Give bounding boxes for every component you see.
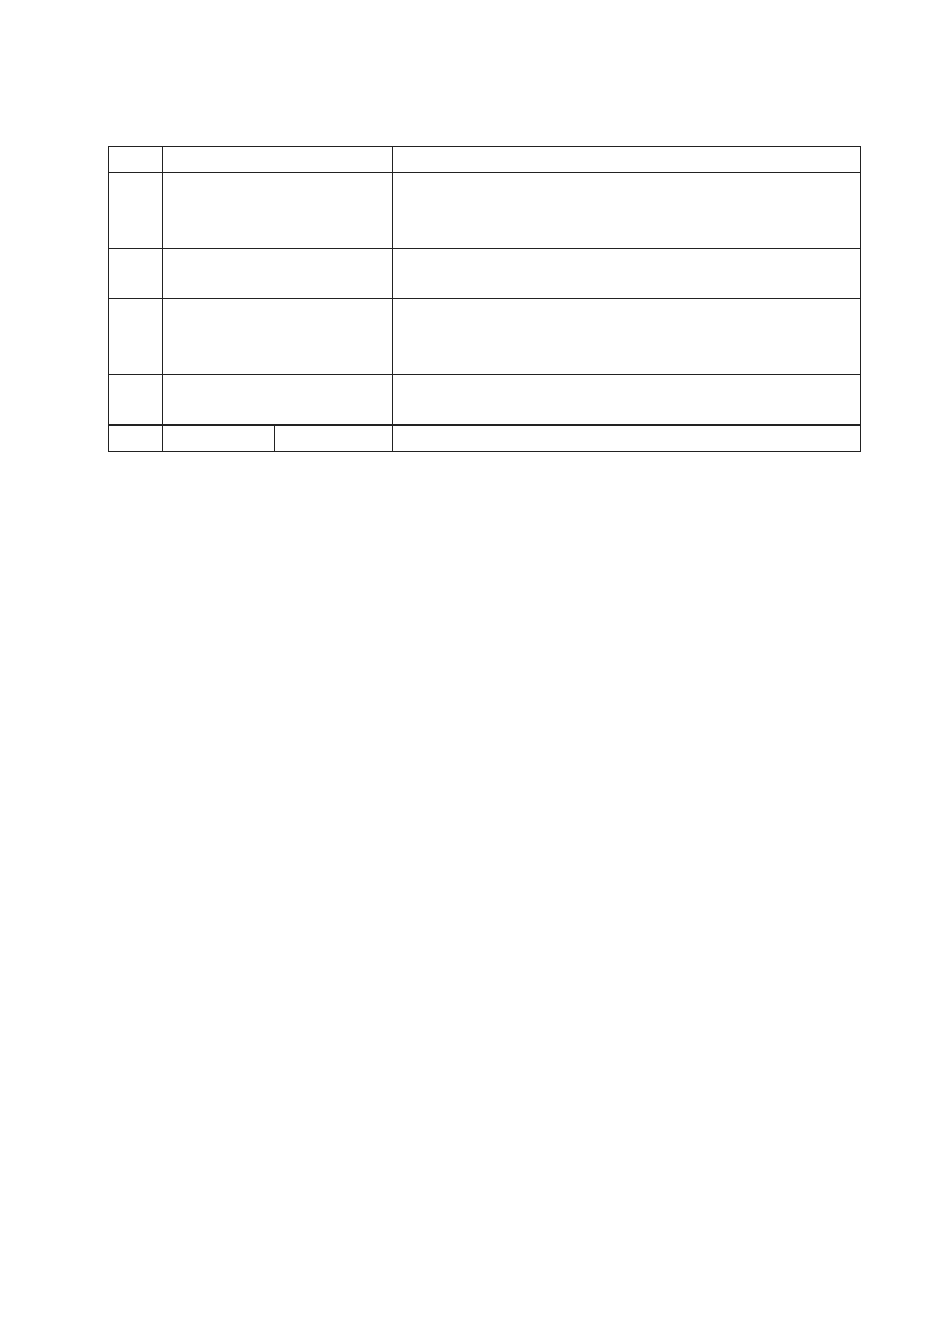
table-row: [109, 299, 861, 375]
row-no: [109, 299, 163, 375]
table1-header-row: [109, 147, 861, 173]
header-measure: [393, 426, 861, 452]
table-row: [109, 249, 861, 299]
table-row: [109, 173, 861, 249]
row-no: [109, 375, 163, 425]
row-no: [109, 173, 163, 249]
row-method: [393, 375, 861, 425]
header-no: [109, 147, 163, 173]
table-row: [109, 375, 861, 425]
row-method: [393, 249, 861, 299]
row-method: [393, 173, 861, 249]
header-activity: [163, 426, 275, 452]
row-no: [109, 249, 163, 299]
table2-header-row: [109, 426, 861, 452]
document-body: [108, 146, 860, 452]
header-point: [163, 147, 393, 173]
header-hazard: [275, 426, 393, 452]
header-method: [393, 147, 861, 173]
row-point: [163, 299, 393, 375]
row-point: [163, 173, 393, 249]
row-method: [393, 299, 861, 375]
key-control-table: [108, 146, 861, 425]
header-no: [109, 426, 163, 452]
hazard-table: [108, 425, 861, 452]
row-point: [163, 249, 393, 299]
row-point: [163, 375, 393, 425]
